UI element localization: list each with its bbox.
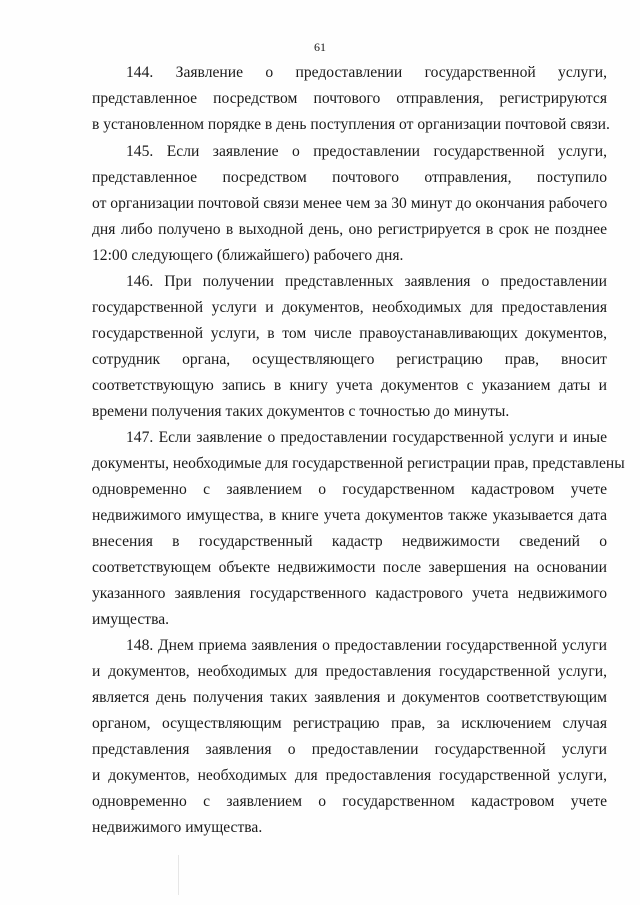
text-line: дня либо получено в выходной день, оно регистрируется в срок не позднее [92, 221, 607, 238]
text-line: документы, необходимые для государственной регистрации прав, представлены [92, 455, 625, 472]
text-line: времени получения таких документов с точностью до минуты. [92, 403, 510, 420]
text-line: 147. Если заявление о предоставлении государственной услуги и иные [126, 429, 607, 446]
text-line: 144. Заявление о предоставлении государственной услуги, [126, 64, 607, 81]
text-line: соответствующем объекте недвижимости после завершения на основании [92, 559, 607, 576]
page-number: 61 [314, 40, 326, 54]
text-line: и документов, необходимых для предоставления государственной услуги, [92, 767, 607, 784]
text-line: 145. Если заявление о предоставлении государственной услуги, [126, 143, 607, 160]
text-line: органом, осуществляющим регистрацию прав, за исключением случая [92, 715, 607, 732]
text-line: представленное посредством почтового отправления, поступило [92, 169, 607, 186]
paragraph-147 [92, 425, 625, 633]
text-line: имущества. [92, 611, 170, 628]
scan-artifact [178, 855, 179, 895]
text-line: 146. При получении представленных заявления о предоставлении [126, 273, 607, 290]
text-line: недвижимого имущества. [92, 819, 263, 836]
text-line: указанного заявления государственного кадастрового учета недвижимого [92, 585, 607, 602]
text-line: государственной услуги, в том числе правоустанавливающих документов, [92, 325, 607, 342]
text-line: представления заявления о предоставлении государственной услуги [92, 741, 607, 758]
paragraph-144 [92, 60, 610, 138]
text-line: государственной услуги и документов, необходимых для предоставления [92, 299, 607, 316]
text-line: 12:00 следующего (ближайшего) рабочего дня. [92, 247, 404, 264]
text-line: представленное посредством почтового отправления, регистрируются [92, 90, 607, 107]
document-body [92, 60, 625, 841]
text-line: является день получения таких заявления и документов соответствующим [92, 689, 607, 706]
text-line: сотрудник органа, осуществляющего регистрацию прав, вносит [92, 351, 607, 368]
text-line: и документов, необходимых для предоставления государственной услуги, [92, 663, 607, 680]
text-line: соответствующую запись в книгу учета документов с указанием даты и [92, 377, 607, 394]
paragraph-148 [92, 633, 607, 841]
text-line: одновременно с заявлением о государственном кадастровом учете [92, 793, 607, 810]
text-line: внесения в государственный кадастр недвижимости сведений о [92, 533, 607, 550]
text-line: 148. Днем приема заявления о предоставлении государственной услуги [126, 637, 607, 654]
text-line: одновременно с заявлением о государственном кадастровом учете [92, 481, 607, 498]
text-line: от организации почтовой связи менее чем за 30 минут до окончания рабочего [92, 195, 608, 212]
paragraph-146 [92, 269, 607, 425]
text-line: в установленном порядке в день поступления от организации почтовой связи. [92, 116, 610, 133]
paragraph-145 [92, 139, 607, 269]
text-line: недвижимого имущества, в книге учета документов также указывается дата [92, 507, 607, 524]
